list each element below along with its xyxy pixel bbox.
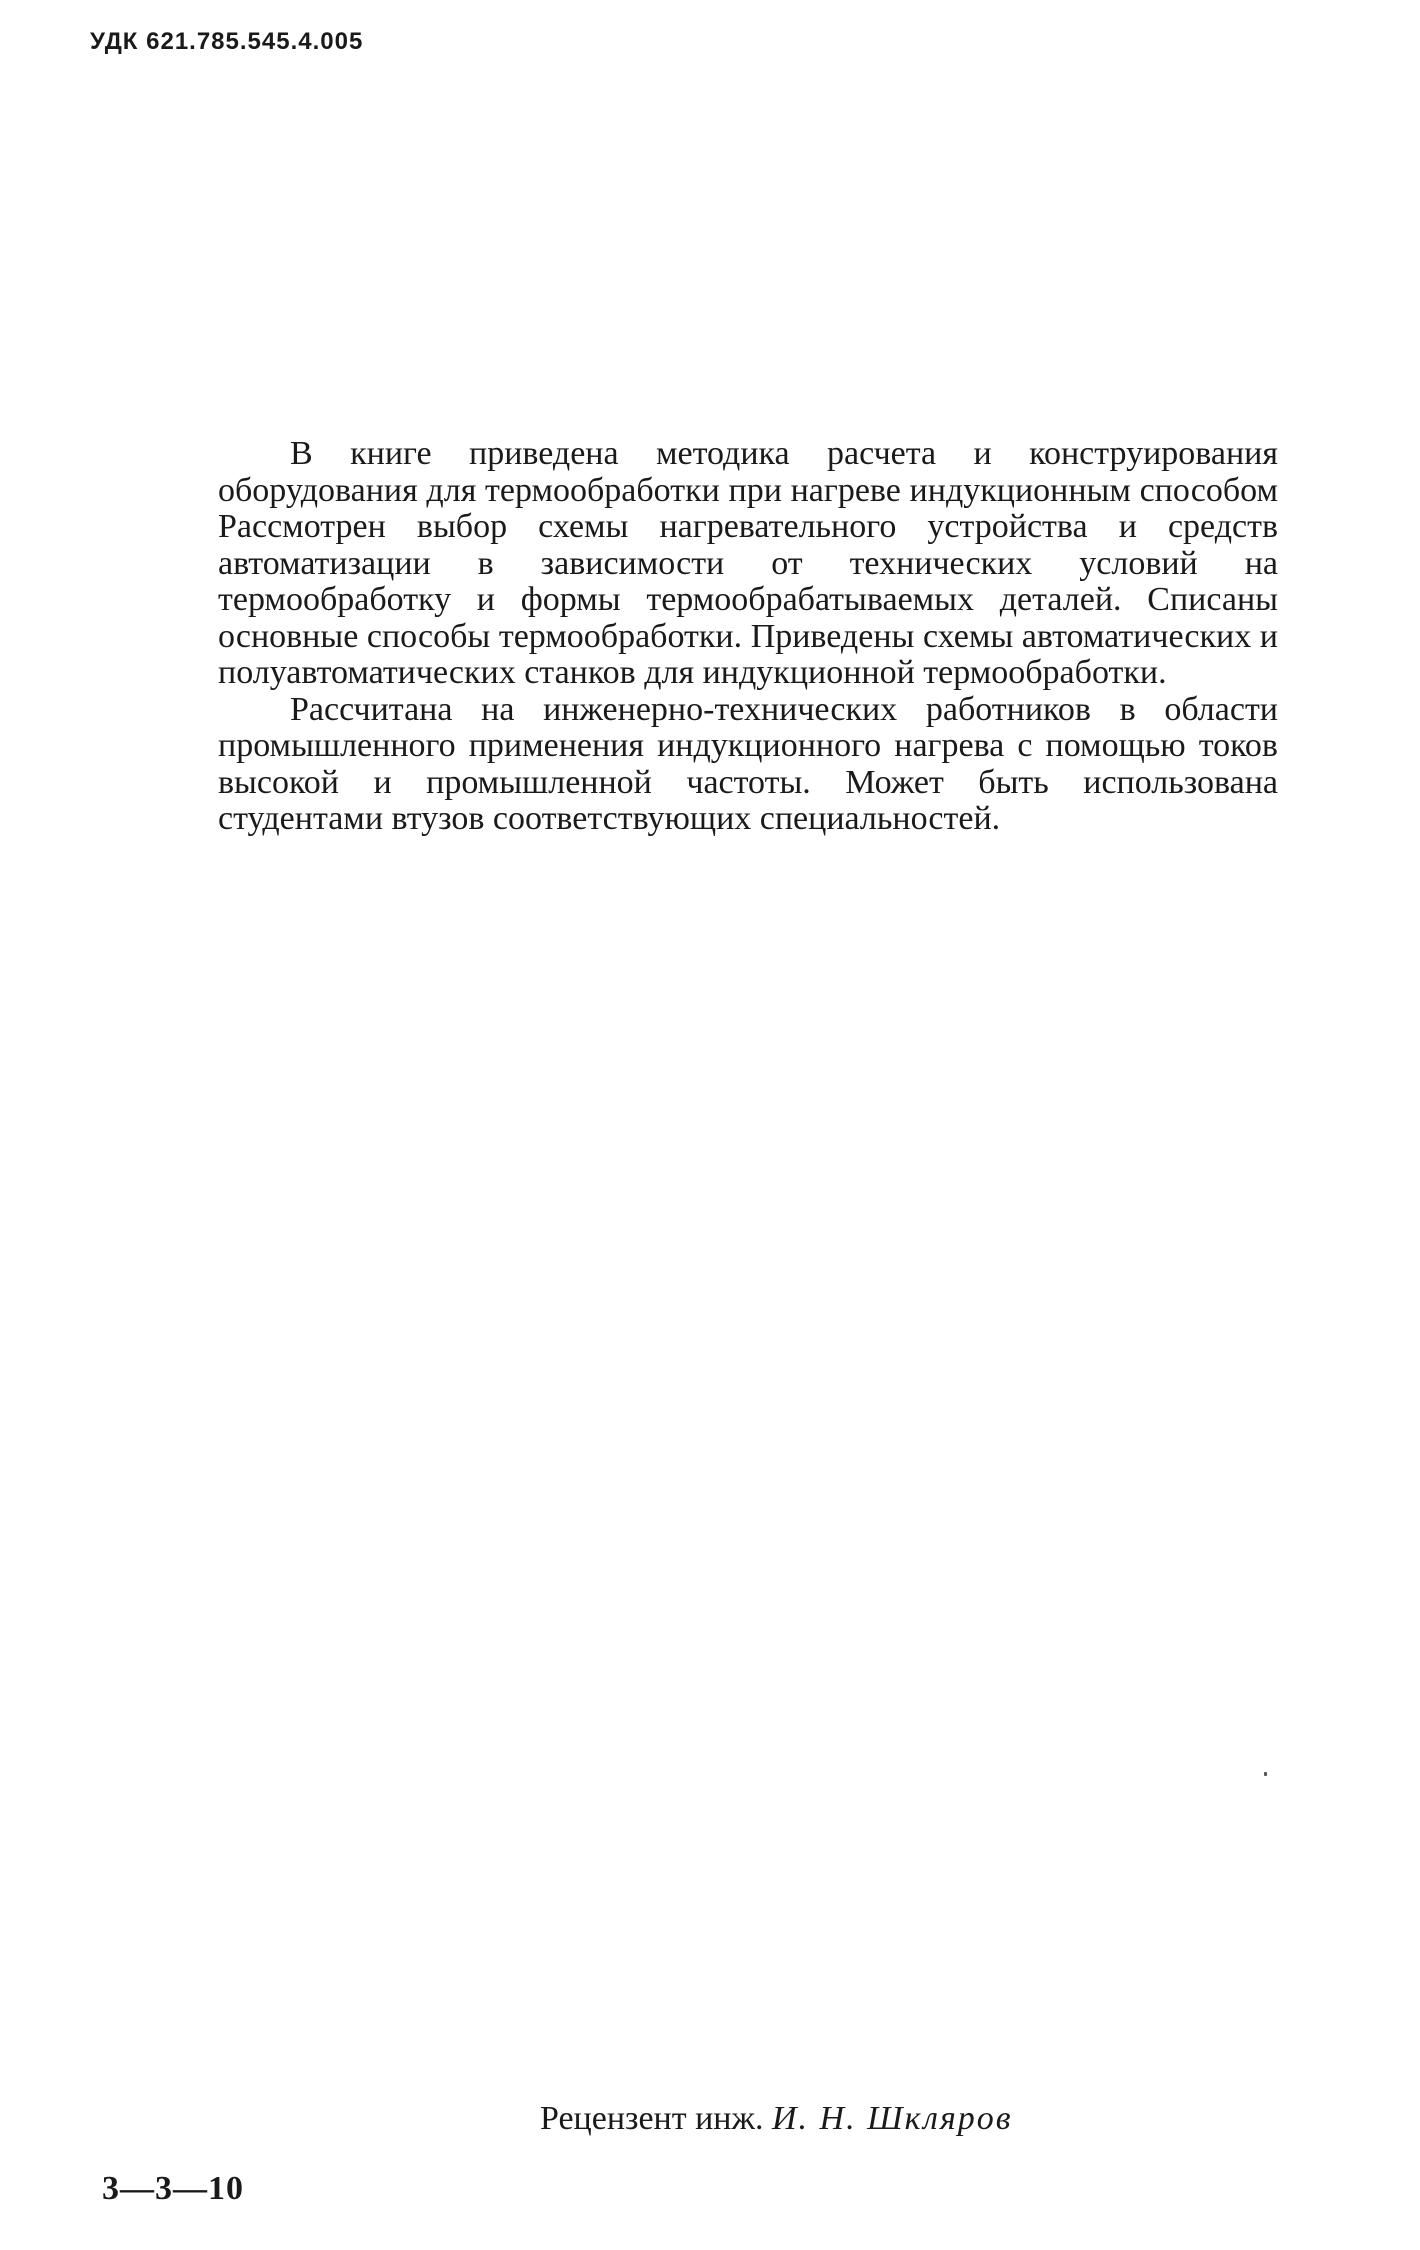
abstract-paragraph-1: В книге приведена методика расчета и конструирования оборудования для термообработки при нагреве индукционным способом Рассмотрен выбор схемы нагревательного устройства и средств автоматизации в зависимости от технических условий на термообработку и формы термообрабатываемых деталей. Списаны основные способы термообработки. Приведены схемы автоматических и полуавтоматических станков для индукционной термообработки.: [218, 435, 1278, 691]
abstract-paragraph-2: Рассчитана на инженерно-технических работников в области промышленного применения индукционного нагрева с помощью токов высокой и промышленной частоты. Может быть использована студентами втузов соответствующих специальностей.: [218, 690, 1278, 837]
abstract: [218, 436, 1278, 838]
reviewer-line: [540, 2100, 1013, 2138]
print-speck: [1264, 1772, 1267, 1776]
publication-code: 3—3—10: [102, 2170, 244, 2207]
reviewer-name: И. Н. Шкляров: [772, 2100, 1013, 2137]
reviewer-label: Рецензент инж.: [540, 2100, 764, 2137]
udc-code: УДК 621.785.545.4.005: [90, 28, 364, 55]
